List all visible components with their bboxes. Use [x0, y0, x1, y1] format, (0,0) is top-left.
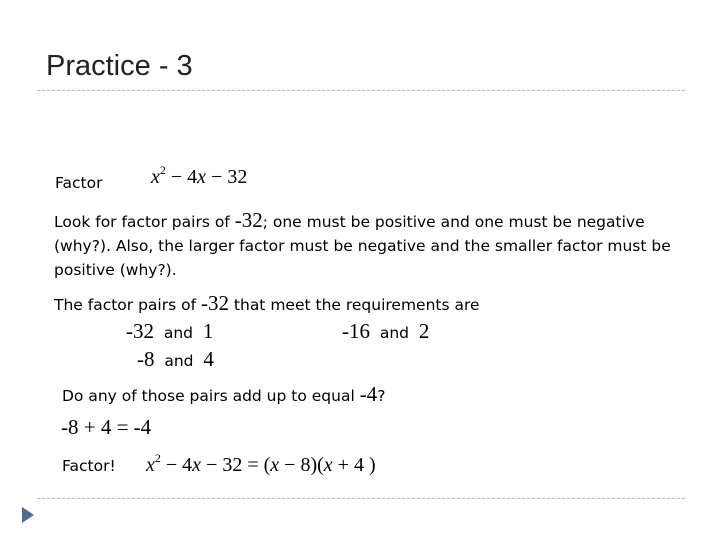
- factor-label: Factor: [55, 174, 103, 192]
- footer-divider: [37, 498, 685, 499]
- factor1-var: x: [270, 454, 280, 476]
- pair-row: [137, 347, 214, 372]
- question-number: -4: [359, 382, 378, 406]
- pair-row: [342, 319, 429, 344]
- final-exponent: 2: [154, 451, 161, 465]
- factor2-var: x: [323, 454, 333, 476]
- pairs-rest-text: that meet the requirements are: [228, 296, 480, 314]
- factor-pairs-sentence: [54, 291, 480, 316]
- question-intro-text: Do any of those pairs add up to equal: [62, 387, 360, 405]
- factor1-rest: − 8)(: [279, 454, 324, 476]
- pair-first: -32: [126, 319, 154, 343]
- sum-equation: -8 + 4 = -4: [61, 415, 152, 439]
- play-arrow-icon[interactable]: [22, 507, 34, 523]
- question-end: ?: [377, 387, 386, 405]
- pair-first: -8: [137, 347, 155, 371]
- slide-title: Practice - 3: [46, 50, 193, 82]
- factor2-rest: + 4 ): [332, 454, 376, 476]
- look-number: -32: [234, 208, 263, 232]
- expr-var2: x: [197, 166, 207, 188]
- quadratic-expression: [151, 163, 248, 189]
- pairs-number: -32: [200, 291, 229, 315]
- look-for-paragraph: [54, 208, 674, 282]
- pair-and: and: [164, 352, 194, 370]
- pair-second: 2: [418, 319, 430, 343]
- pair-row: [126, 319, 213, 344]
- look-rest-text: ; one must be positive and one must be negative (why?). Also, the larger factor must be negative and the smaller factor must be positive (why?).: [54, 213, 671, 279]
- pair-second: 1: [202, 319, 214, 343]
- expr-var: x: [151, 166, 160, 188]
- add-up-question: [62, 382, 385, 407]
- final-var2: x: [192, 454, 202, 476]
- final-op1: − 4: [160, 454, 193, 476]
- pair-second: 4: [203, 347, 214, 371]
- pairs-intro-text: The factor pairs of: [54, 296, 201, 314]
- pair-first: -16: [342, 319, 370, 343]
- factored-equation: [146, 451, 376, 477]
- expr-op2: − 32: [206, 166, 248, 188]
- title-divider: [37, 90, 685, 91]
- factor-done-label: Factor!: [62, 457, 116, 475]
- look-intro-text: Look for factor pairs of: [54, 213, 235, 231]
- expr-exponent: 2: [159, 163, 166, 177]
- final-op2: − 32 = (: [201, 454, 271, 476]
- pair-and: and: [163, 324, 194, 342]
- expr-op1: − 4: [165, 166, 198, 188]
- pair-and: and: [379, 324, 410, 342]
- final-var: x: [146, 454, 155, 476]
